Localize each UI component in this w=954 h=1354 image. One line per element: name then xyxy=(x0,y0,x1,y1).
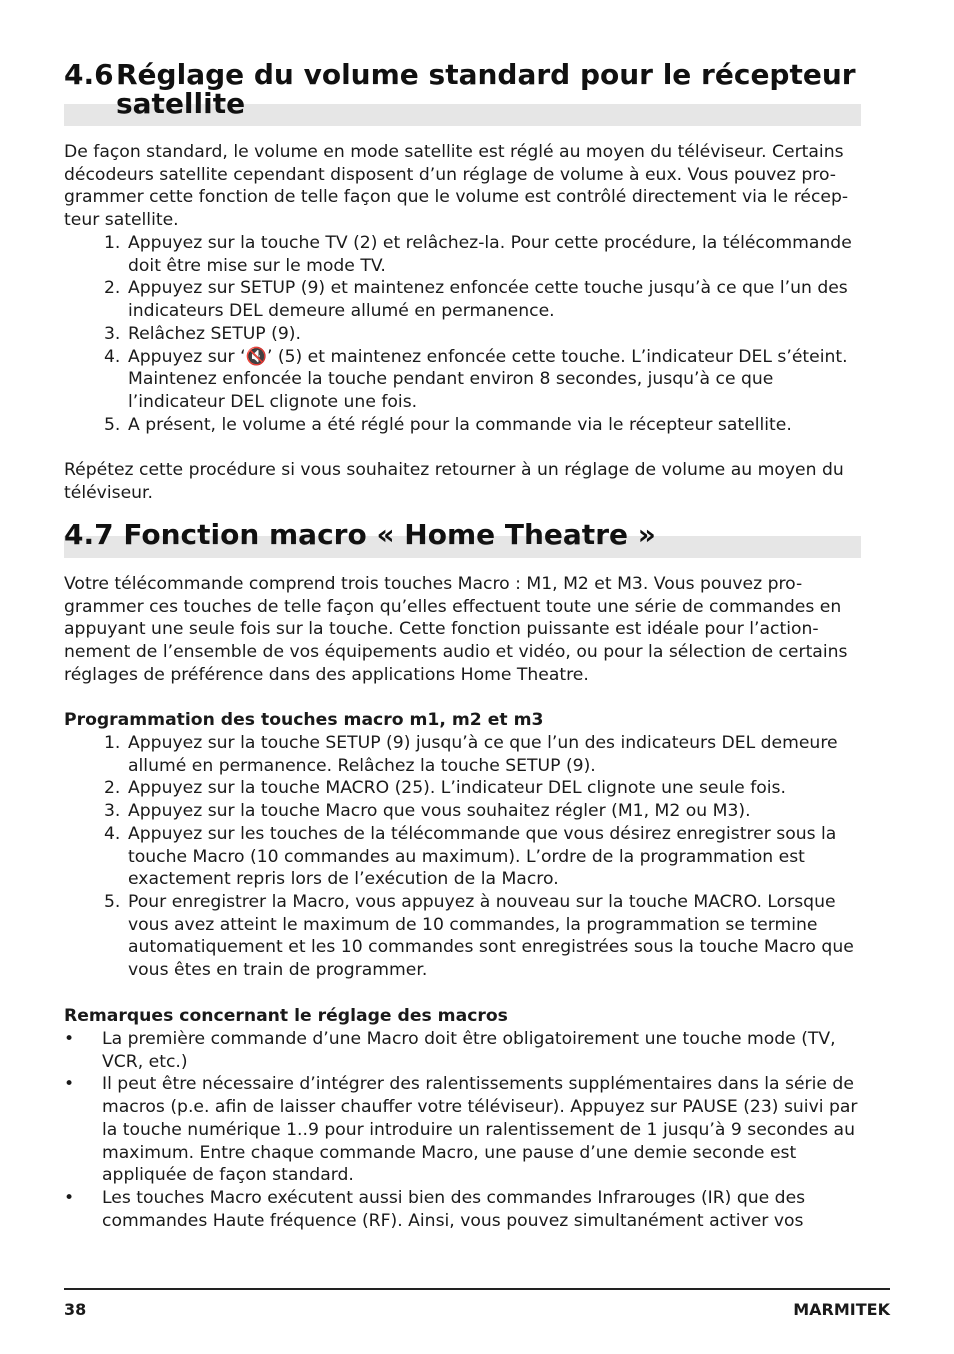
list-item: • Il peut être nécessaire d’intégrer des ralentissements supplémentaires dans la série de macros (p.e. afin de laisser chauffer votre téléviseur). Appuyez sur PAUSE (23) suivi par la touche numérique 1..9 pour introduire un ralentissement de 1 jusqu’à 9 secondes au maximum. Entre chaque commande Macro, une pause d’une demie seconde est appliquée de façon standard. xyxy=(64,1074,858,1186)
section-4-6-intro: De façon standard, le volume en mode satellite est réglé au moyen du téléviseur. Certains décodeurs satellite cependant disposent d’un réglage de volume à eux. Vous pouvez pro-grammer cette fonction de telle façon que le volume est contrôlé directement via le récep-teur satellite. xyxy=(64,142,849,231)
section-title: 4.7 Fonction macro « Home Theatre » xyxy=(64,518,656,551)
subheading-remarks: Remarques concernant le réglage des macros xyxy=(64,1006,508,1026)
list-item: 2. Appuyez sur la touche MACRO (25). L’indicateur DEL clignote une seule fois. xyxy=(104,778,786,799)
section-4-7-heading xyxy=(64,515,861,565)
list-item: 3. Relâchez SETUP (9). xyxy=(104,323,301,344)
list-item: 1. Appuyez sur la touche SETUP (9) jusqu’à ce que l’un des indicateurs DEL demeure allumé en permanence. Relâchez la touche SETUP (9). xyxy=(104,733,838,776)
section-4-7-remarks xyxy=(64,1028,861,1232)
section-4-6-heading xyxy=(64,60,861,130)
list-item: • La première commande d’une Macro doit être obligatoirement une touche mode (TV, VCR, etc.) xyxy=(64,1029,836,1072)
list-item: 2. Appuyez sur SETUP (9) et maintenez enfoncée cette touche jusqu’à ce que l’un des indicateurs DEL demeure allumé en permanence. xyxy=(104,278,848,322)
list-item: 5. Pour enregistrer la Macro, vous appuyez à nouveau sur la touche MACRO. Lorsque vous avez atteint le maximum de 10 commandes, la programmation se termine automatiquement et les 10 commandes sont enregistrées sous la touche Macro que vous êtes en train de programmer. xyxy=(104,891,854,981)
section-4-7-steps xyxy=(64,732,861,982)
page-number: 38 xyxy=(64,1300,87,1319)
subheading-programming: Programmation des touches macro m1, m2 et m3 xyxy=(64,710,544,730)
section-title: Réglage du volume standard pour le récepteur satellite xyxy=(116,58,856,120)
list-item: 5. A présent, le volume a été réglé pour la commande via le récepteur satellite. xyxy=(104,414,792,435)
section-4-6-steps xyxy=(64,232,861,436)
section-4-6-outro: Répétez cette procédure si vous souhaitez retourner à un réglage de volume au moyen du téléviseur. xyxy=(64,460,844,503)
list-item: 4. Appuyez sur les touches de la télécommande que vous désirez enregistrer sous la touche Macro (10 commandes au maximum). L’ordre de la programmation est exactement repris lors de l’exécution de la Macro. xyxy=(104,823,837,890)
section-4-7-intro: Votre télécommande comprend trois touches Macro : M1, M2 et M3. Vous pouvez pro-grammer ces touches de telle façon qu’elles effectuent toute une série de commandes en appuyant une seule fois sur la touche. Cette fonction puissante est idéale pour l’action-nement de l’ensemble de vos équipements audio et vidéo, ou pour la sélection de certains réglages de préférence dans des applications Home Theatre. xyxy=(64,574,848,685)
brand-name: MARMITEK xyxy=(793,1300,890,1319)
list-item: • Les touches Macro exécutent aussi bien des commandes Infrarouges (IR) que des commandes Haute fréquence (RF). Ainsi, vous pouvez simultanément activer vos xyxy=(64,1187,806,1231)
section-number: 4.6 xyxy=(64,58,114,91)
list-item: 4. Appuyez sur ‘🔇’ (5) et maintenez enfoncée cette touche. L’indicateur DEL s’éteint. Maintenez enfoncée la touche pendant environ 8 secondes, jusqu’à ce que l’indicateur DEL clignote une fois. xyxy=(104,346,848,412)
footer-divider xyxy=(64,1288,890,1290)
list-item: 1. Appuyez sur la touche TV (2) et relâchez-la. Pour cette procédure, la télécommande doit être mise sur le mode TV. xyxy=(104,233,852,276)
list-item: 3. Appuyez sur la touche Macro que vous souhaitez régler (M1, M2 ou M3). xyxy=(104,801,751,822)
